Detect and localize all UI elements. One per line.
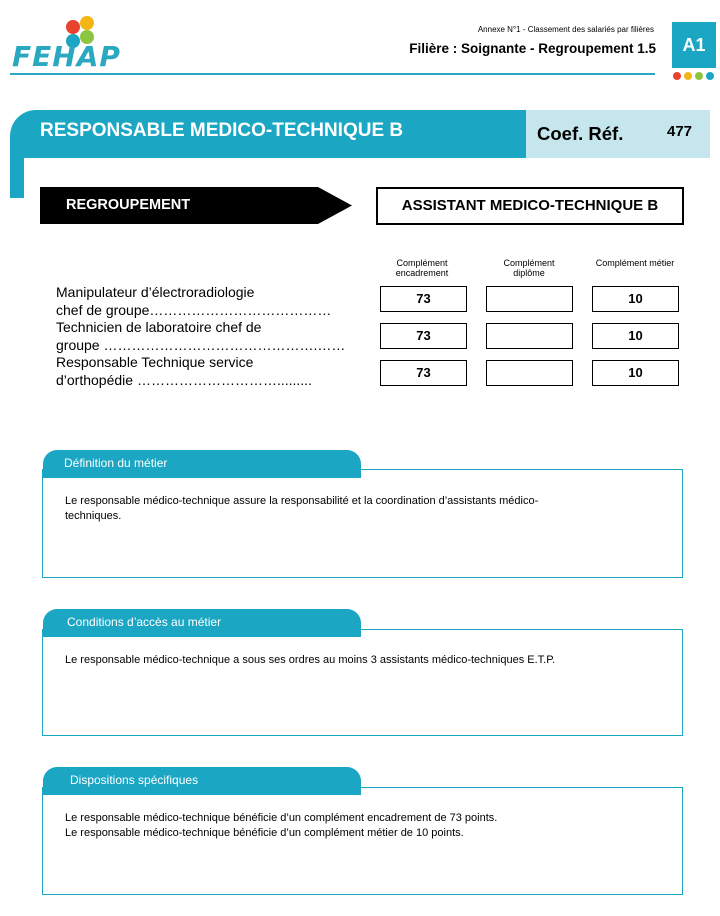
badge-dot-red <box>673 72 681 80</box>
job-2-metier: 10 <box>592 323 679 349</box>
annex-badge: A1 <box>672 22 716 68</box>
dispositions-title: Dispositions spécifiques <box>70 773 199 787</box>
logo-text: FEHAP <box>12 40 121 73</box>
regroupement-value: ASSISTANT MEDICO-TECHNIQUE B <box>376 187 684 225</box>
job-3-diplome <box>486 360 573 386</box>
badge-dot-green <box>695 72 703 80</box>
dispositions-line1: Le responsable médico-technique bénéficie d’un complément encadrement de 73 points. <box>65 812 498 824</box>
conditions-title: Conditions d’accès au métier <box>67 615 222 629</box>
logo-petal-yellow <box>80 16 94 30</box>
logo-petal-red <box>66 20 80 34</box>
filiere-label: Filière : Soignante - Regroupement 1.5 <box>409 41 656 56</box>
col-header-diplome: Complément diplôme <box>503 258 555 278</box>
job-2-line2: groupe ……………………………………….…… <box>56 337 346 353</box>
job-1-diplome <box>486 286 573 312</box>
job-2-diplome <box>486 323 573 349</box>
definition-title: Définition du métier <box>64 456 168 470</box>
badge-dot-yellow <box>684 72 692 80</box>
job-3-line2: d’orthopédie …………………………......... <box>56 372 312 388</box>
job-3-encadrement: 73 <box>380 360 467 386</box>
job-1-metier: 10 <box>592 286 679 312</box>
badge-dot-blue <box>706 72 714 80</box>
annexe-label: Annexe N°1 - Classement des salariés par filières <box>477 25 654 34</box>
dispositions-line2: Le responsable médico-technique bénéficie d’un complément métier de 10 points. <box>65 827 464 839</box>
col-header-encadrement: Complément encadrement <box>395 258 449 278</box>
job-1-line2: chef de groupe………………………………… <box>56 302 332 318</box>
col-header-metier: Complément métier <box>595 258 675 268</box>
conditions-line1: Le responsable médico-technique a sous ses ordres au moins 3 assistants médico-techniques E.T.P. <box>65 654 556 666</box>
coef-label: Coef. Réf. <box>537 123 624 144</box>
title-banner-tail <box>10 150 24 198</box>
regroupement-label: REGROUPEMENT <box>66 197 191 213</box>
header-divider <box>10 73 655 75</box>
definition-line2: techniques. <box>65 510 122 522</box>
job-1-line1: Manipulateur d’électroradiologie <box>56 284 255 300</box>
definition-line1: Le responsable médico-technique assure la responsabilité et la coordination d’assistants médico- <box>65 495 539 507</box>
page-title: RESPONSABLE MEDICO-TECHNIQUE B <box>40 120 404 141</box>
job-3-line1: Responsable Technique service <box>56 354 254 370</box>
coef-value: 477 <box>667 123 693 140</box>
job-2-encadrement: 73 <box>380 323 467 349</box>
job-1-encadrement: 73 <box>380 286 467 312</box>
conditions-box <box>42 629 683 736</box>
job-2-line1: Technicien de laboratoire chef de <box>56 319 262 335</box>
job-3-metier: 10 <box>592 360 679 386</box>
